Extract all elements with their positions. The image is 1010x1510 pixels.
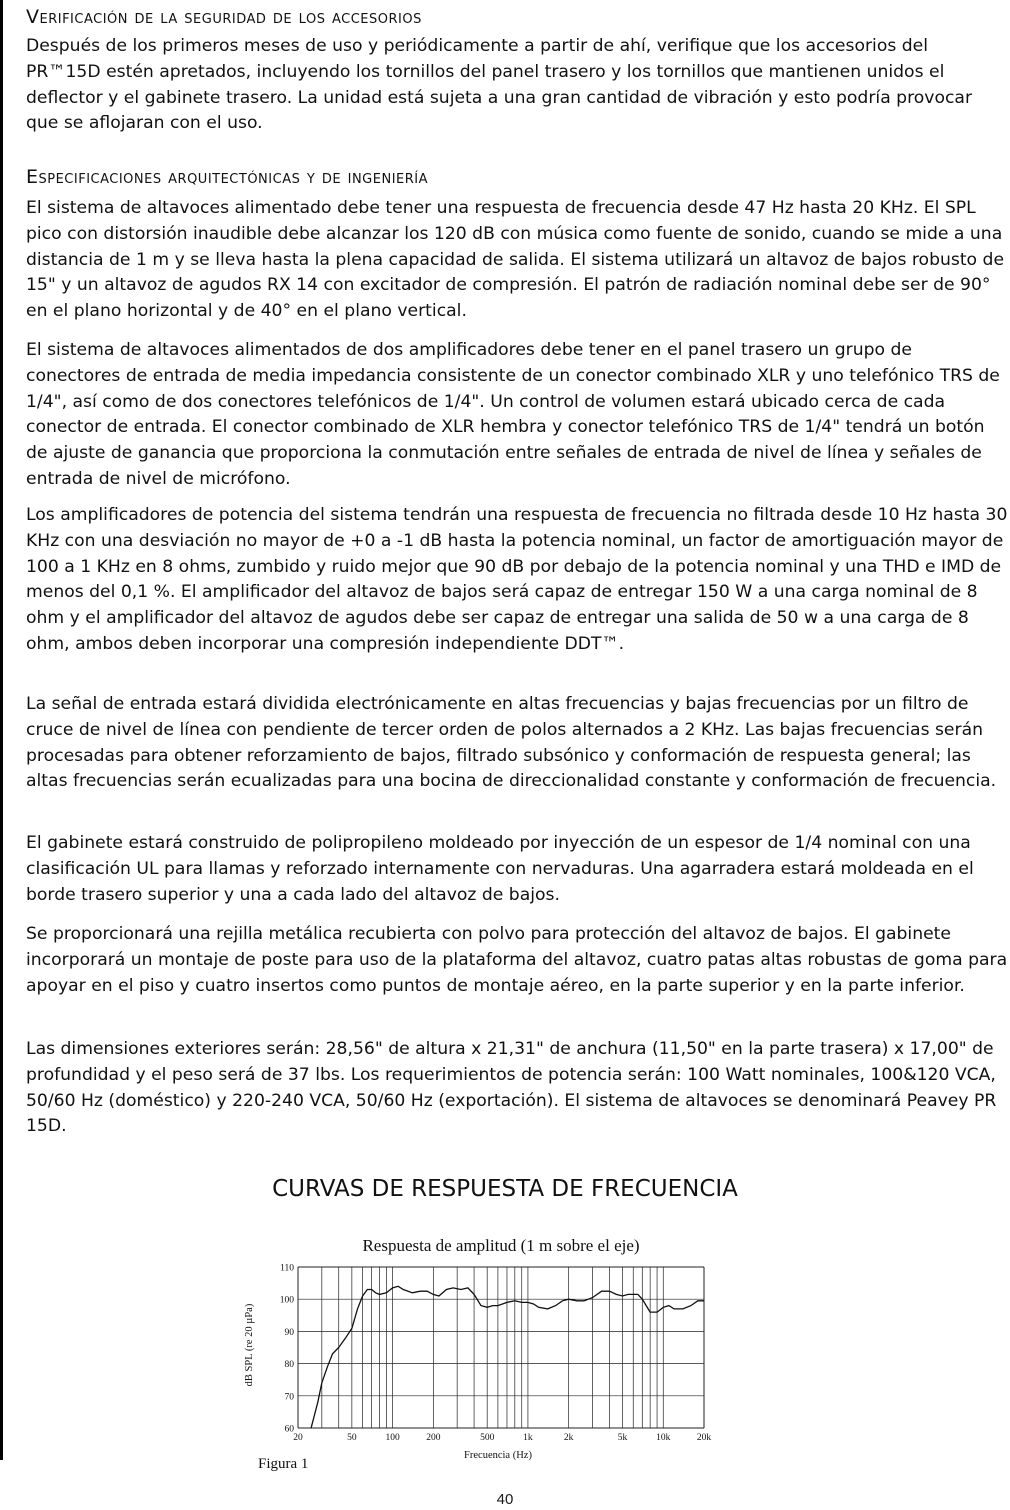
paragraph: El sistema de altavoces alimentado debe tener una respuesta de frecuencia desde 47 Hz hasta 20 KHz. El SPL pico con distorsión inaudible debe alcanzar los 120 dB con música como fuente de sonido, cuando se mide a una distancia de 1 m y se lleva hasta la plena capacidad de salida. El sistema utilizará un altavoz de bajos robusto de 15" y un altavoz de agudos RX 14 con excitador de compresión. El patrón de radiación nominal debe ser de 90° en el plano horizontal y de 40° en el plano vertical. xyxy=(26,198,1005,322)
paragraph: Los amplificadores de potencia del sistema tendrán una respuesta de frecuencia no filtrada desde 10 Hz hasta 30 KHz con una desviación no mayor de +0 a -1 dB hasta la potencia nominal, un factor de amortiguación mayor de 100 a 1 KHz en 8 ohms, zumbido y ruido mejor que 90 dB por debajo de la potencia nominal y una THD e IMD de menos del 0,1 %. El amplificador del altavoz de bajos será capaz de entregar 150 W a una carga nominal de 8 ohm y el amplificador del altavoz de agudos debe ser capaz de entregar una salida de 50 w a una carga de 8 ohm, ambos deben incorporar una compresión independiente DDT™. xyxy=(26,505,1008,654)
chart-grid xyxy=(298,1267,704,1428)
paragraph: La señal de entrada estará dividida electrónicamente en altas frecuencias y bajas frecuencias por un filtro de cruce de nivel de línea con pendiente de tercer orden de polos alternados a 2 KHz. Las bajas frecuencias serán procesadas para obtener reforzamiento de bajos, filtrado subsónico y conformación de respuesta general; las altas frecuencias serán ecualizadas para una bocina de direccionalidad constante y conformación de frecuencia. xyxy=(26,694,997,792)
figure-caption: Figura 1 xyxy=(258,1456,309,1472)
response-curve-line xyxy=(311,1286,704,1428)
y-tick-label: 100 xyxy=(279,1295,294,1306)
page-number: 40 xyxy=(496,1491,514,1508)
y-tick-label: 80 xyxy=(284,1360,294,1371)
y-tick-label: 110 xyxy=(280,1263,294,1274)
x-tick-label: 200 xyxy=(426,1433,441,1443)
section-heading-specifications: Especificaciones arquitectónicas y de ingeniería xyxy=(26,166,429,188)
x-tick-label: 100 xyxy=(385,1433,400,1443)
paragraph: El sistema de altavoces alimentados de dos amplificadores debe tener en el panel trasero un grupo de conectores de entrada de media impedancia consistente de un conector combinado XLR y uno telefónico TRS de 1/4", así como de dos conectores telefónicos de 1/4". Un control de volumen estará ubicado cerca de cada conector de entrada. El conector combinado de XLR hembra y conector telefónico TRS de 1/4" tendrá un botón de ajuste de ganancia que proporciona la conmutación entre señales de entrada de nivel de línea y señales de entrada de nivel de micrófono. xyxy=(26,340,1000,489)
x-tick-label: 1k xyxy=(523,1433,533,1443)
x-tick-label: 50 xyxy=(347,1433,357,1443)
paragraph: Se proporcionará una rejilla metálica recubierta con polvo para protección del altavoz de bajos. El gabinete incorporará un montaje de poste para uso de la plataforma del altavoz, cuatro patas altas robustas de goma para apoyar en el piso y cuatro insertos como puntos de montaje aéreo, en la parte superior y en la parte inferior. xyxy=(26,924,1008,996)
section-heading-accessories: Verificación de la seguridad de los accesorios xyxy=(26,6,422,28)
chart-title: Respuesta de amplitud (1 m sobre el eje) xyxy=(362,1236,640,1255)
x-tick-label: 20 xyxy=(293,1433,303,1443)
y-axis-label: dB SPL (re 20 µPa) xyxy=(244,1303,255,1387)
y-tick-label: 70 xyxy=(284,1392,294,1403)
y-tick-label: 90 xyxy=(284,1327,294,1338)
x-tick-label: 5k xyxy=(617,1433,628,1443)
x-tick-label: 10k xyxy=(656,1433,671,1443)
paragraph: El gabinete estará construido de polipropileno moldeado por inyección de un espesor de 1/4 nominal con una clasificación UL para llamas y reforzado internamente con nervaduras. Una agarradera estará moldeada en el borde trasero superior y una a cada lado del altavoz de bajos. xyxy=(26,833,974,905)
figure-section-title: CURVAS DE RESPUESTA DE FRECUENCIA xyxy=(272,1176,738,1202)
left-margin-bar xyxy=(0,0,3,1460)
frequency-response-chart xyxy=(240,1225,730,1475)
x-tick-label: 500 xyxy=(480,1433,495,1443)
paragraph: Las dimensiones exteriores serán: 28,56" de altura x 21,31" de anchura (11,50" en la parte trasera) x 17,00" de profundidad y el peso será de 37 lbs. Los requerimientos de potencia serán: 100 Watt nominales, 100&120 VCA, 50/60 Hz (doméstico) y 220-240 VCA, 50/60 Hz (exportación). El sistema de altavoces se denominará Peavey PR 15D. xyxy=(26,1039,997,1137)
y-tick-label: 60 xyxy=(284,1424,294,1435)
x-tick-label: 20k xyxy=(696,1433,712,1443)
chart-tick-labels xyxy=(280,1264,712,1444)
paragraph: Después de los primeros meses de uso y periódicamente a partir de ahí, verifique que los accesorios del PR™15D estén apretados, incluyendo los tornillos del panel trasero y los tornillos que mantienen unidos el deflector y el gabinete trasero. La unidad está sujeta a una gran cantidad de vibración y esto podría provocar que se aflojaran con el uso. xyxy=(26,36,973,134)
x-tick-label: 2k xyxy=(563,1433,574,1443)
x-axis-label: Frecuencia (Hz) xyxy=(464,1450,532,1461)
